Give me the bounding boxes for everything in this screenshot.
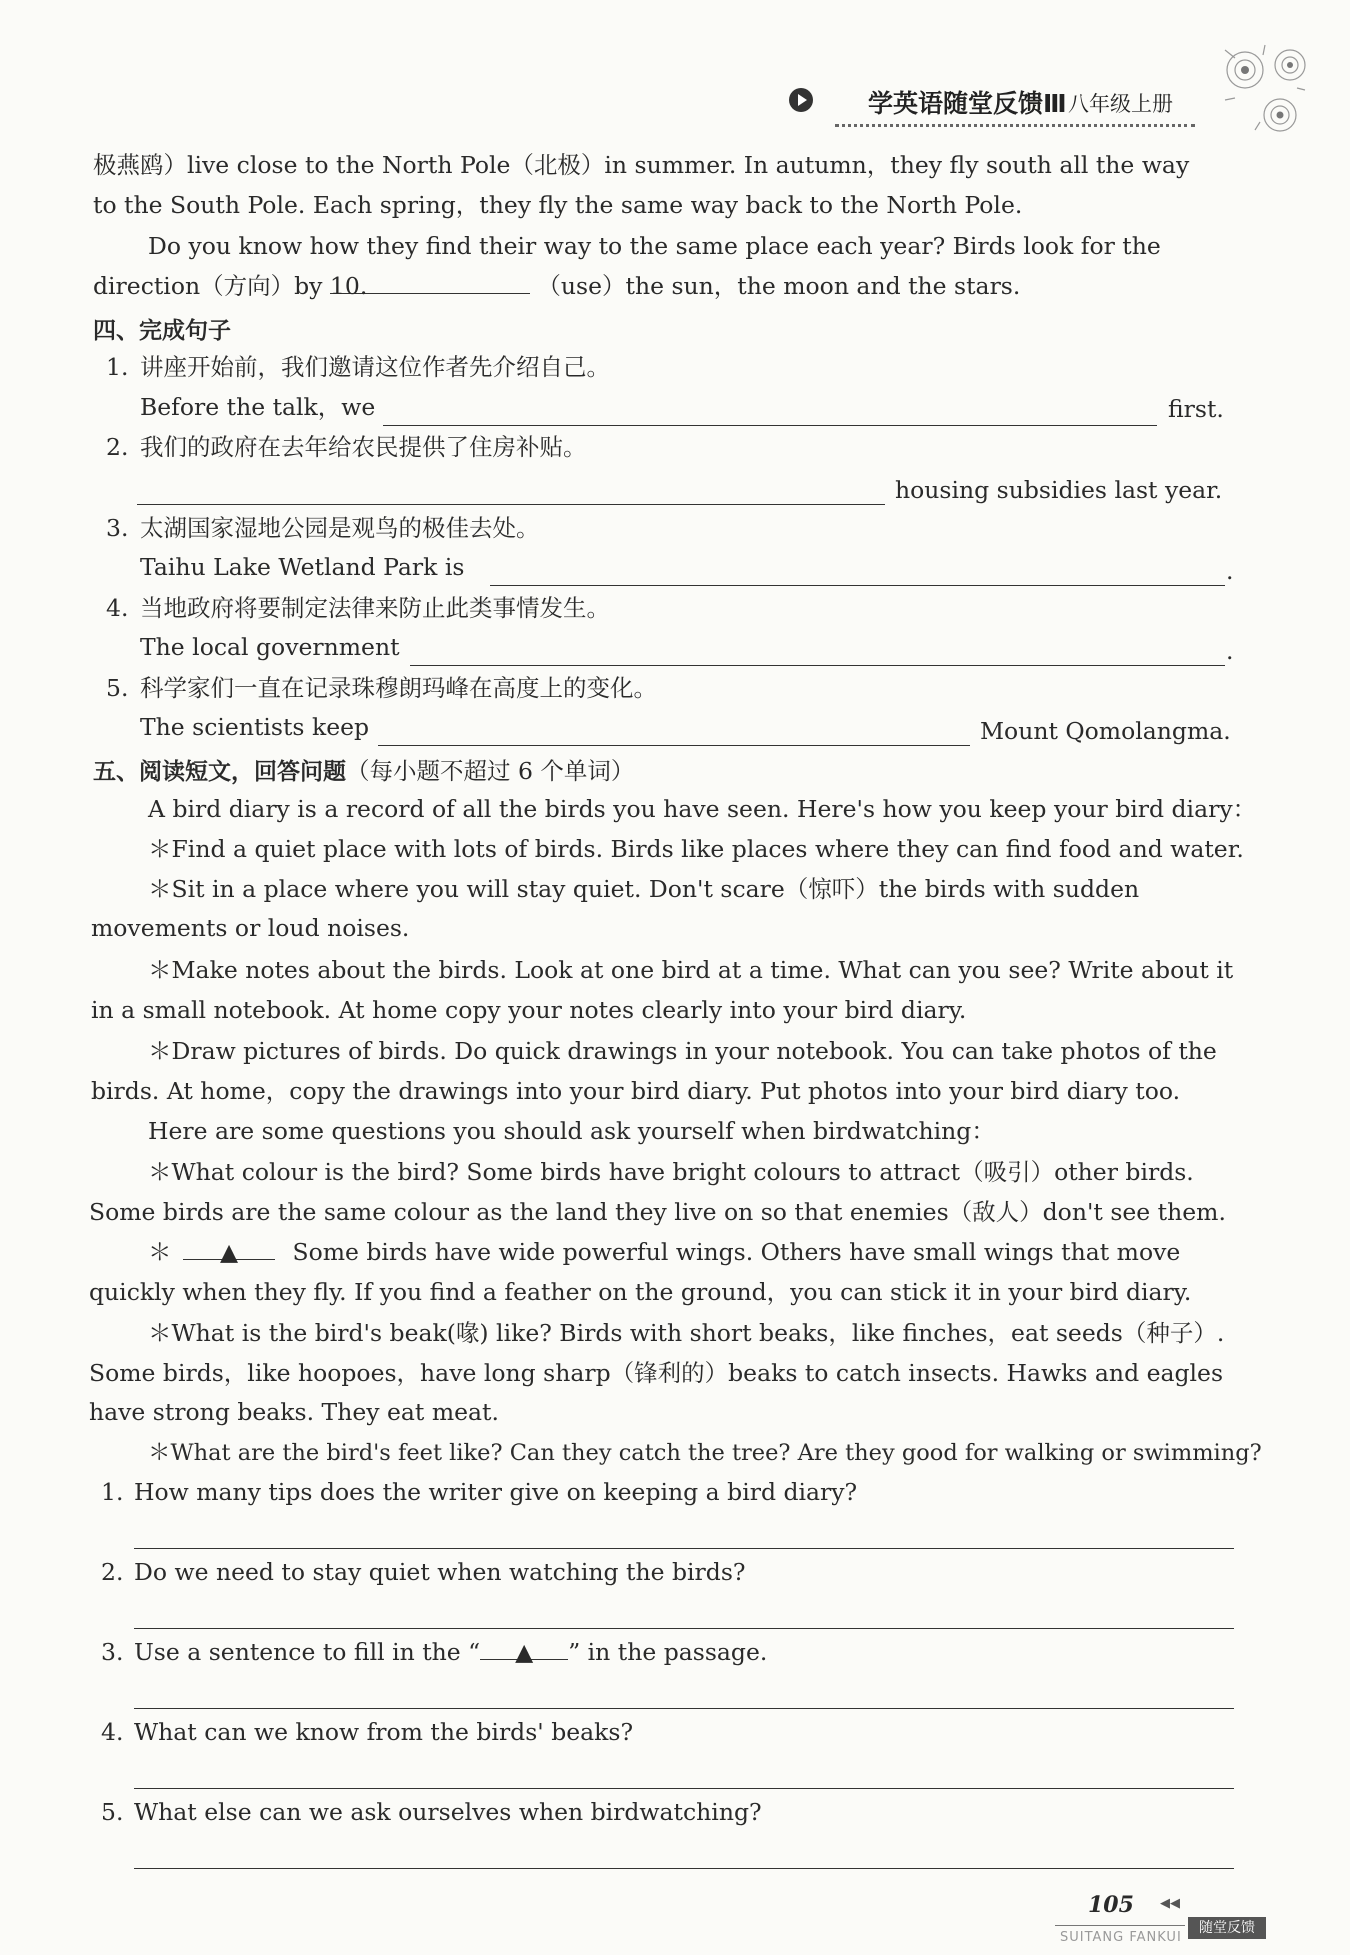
- play-icon: [789, 88, 813, 112]
- triangle-blank: [480, 1637, 568, 1666]
- passage-line: ＊Draw pictures of birds. Do quick drawings in your notebook. You can take photos of the: [148, 1037, 1217, 1065]
- book-title: 学英语随堂反馈Ⅲ: [868, 89, 1067, 118]
- answer-line[interactable]: [134, 1548, 1234, 1549]
- passage-text: ＊: [148, 1238, 172, 1266]
- passage-line: in a small notebook. At home copy your notes clearly into your bird diary.: [91, 996, 967, 1024]
- item-chinese: 科学家们一直在记录珠穆朗玛峰在高度上的变化。: [140, 674, 657, 702]
- passage-line: 极燕鸥）live close to the North Pole（北极）in summer. In autumn，they fly south all the way: [93, 151, 1190, 179]
- footer-divider: [1055, 1925, 1185, 1926]
- item-chinese: 当地政府将要制定法律来防止此类事情发生。: [140, 594, 610, 622]
- item-english: Before the talk，we: [140, 393, 376, 421]
- passage-line: Some birds are the same colour as the land they live on so that enemies（敌人）don't see them.: [89, 1198, 1226, 1226]
- book-grade: 八年级上册: [1068, 92, 1173, 116]
- passage-line: have strong beaks. They eat meat.: [89, 1398, 499, 1426]
- answer-line[interactable]: [410, 665, 1225, 666]
- question-number: 4.: [101, 1718, 124, 1746]
- item-number: 3.: [106, 514, 129, 542]
- passage-line: ＊What is the bird's beak(喙) like? Birds with short beaks，like finches，eat seeds（种子）.: [148, 1319, 1225, 1347]
- passage-line: to the South Pole. Each spring，they fly the same way back to the North Pole.: [93, 191, 1023, 219]
- question-text: How many tips does the writer give on keeping a bird diary?: [134, 1478, 858, 1506]
- blank-10[interactable]: [329, 271, 530, 300]
- passage-line: Here are some questions you should ask yourself when birdwatching：: [148, 1117, 995, 1145]
- question-text: [134, 1637, 767, 1667]
- question-text-part: Use a sentence to fill in the “: [134, 1638, 481, 1666]
- item-english: housing subsidies last year.: [895, 476, 1223, 504]
- passage-line: birds. At home，copy the drawings into your bird diary. Put photos into your bird diary too.: [91, 1077, 1181, 1105]
- question-number: 5.: [101, 1798, 124, 1826]
- passage-line: ＊Sit in a place where you will stay quiet. Don't scare（惊吓）the birds with sudden: [148, 875, 1140, 903]
- answer-line[interactable]: [490, 585, 1225, 586]
- answer-line[interactable]: [134, 1788, 1234, 1789]
- answer-line[interactable]: [137, 504, 885, 505]
- passage-line: ＊What colour is the bird? Some birds have bright colours to attract（吸引）other birds.: [148, 1158, 1194, 1186]
- passage-line: quickly when they fly. If you find a feather on the ground，you can stick it in your bird diary.: [89, 1278, 1192, 1306]
- item-english: Mount Qomolangma.: [980, 717, 1231, 745]
- passage-line: A bird diary is a record of all the birds you have seen. Here's how you keep your bird diary：: [148, 795, 1257, 823]
- item-english: first.: [1168, 395, 1224, 423]
- flower-decoration-icon: [1205, 30, 1325, 150]
- item-english: The scientists keep: [140, 713, 370, 741]
- question-number: 1.: [101, 1478, 124, 1506]
- question-text: Do we need to stay quiet when watching the birds?: [134, 1558, 746, 1586]
- item-english: .: [1226, 637, 1234, 665]
- passage-line: ＊What are the bird's feet like? Can they catch the tree? Are they good for walking or swimming?: [148, 1440, 1262, 1466]
- item-english: The local government: [140, 633, 400, 661]
- passage-line: Do you know how they find their way to the same place each year? Birds look for the: [148, 232, 1161, 260]
- answer-line[interactable]: [134, 1708, 1234, 1709]
- passage-line: ＊Find a quiet place with lots of birds. Birds like places where they can find food and water.: [148, 835, 1244, 863]
- passage-line: [148, 1237, 1180, 1267]
- passage-line: movements or loud noises.: [91, 914, 410, 942]
- page-number: 105: [1088, 1892, 1134, 1918]
- item-number: 5.: [106, 674, 129, 702]
- passage-text: （use）the sun，the moon and the stars.: [537, 272, 1021, 300]
- answer-line[interactable]: [383, 425, 1157, 426]
- answer-line[interactable]: [378, 745, 970, 746]
- passage-line: ＊Make notes about the birds. Look at one bird at a time. What can you see? Write about it: [148, 956, 1234, 984]
- footer-brand: SUITANG FANKUI: [1060, 1930, 1182, 1945]
- double-arrow-icon: ◀◀: [1160, 1896, 1180, 1911]
- passage-line: [93, 271, 1020, 301]
- item-chinese: 讲座开始前，我们邀请这位作者先介绍自己。: [140, 353, 610, 381]
- item-english: Taihu Lake Wetland Park is: [140, 553, 465, 581]
- section-heading-note: （每小题不超过 6 个单词）: [346, 757, 635, 785]
- passage-line: Some birds，like hoopoes，have long sharp（锋利的）beaks to catch insects. Hawks and eagles: [89, 1359, 1224, 1387]
- passage-text: Some birds have wide powerful wings. Others have small wings that move: [292, 1238, 1181, 1266]
- triangle-blank[interactable]: [183, 1237, 275, 1266]
- section-heading: 四、完成句子: [93, 318, 231, 344]
- triangle-icon: ▲: [515, 1638, 534, 1666]
- question-number: 3.: [101, 1638, 124, 1666]
- triangle-icon: ▲: [219, 1238, 239, 1266]
- answer-line[interactable]: [134, 1628, 1234, 1629]
- item-english: .: [1226, 557, 1234, 585]
- question-text: What else can we ask ourselves when birdwatching?: [134, 1798, 762, 1826]
- question-text-part: ” in the passage.: [568, 1638, 768, 1666]
- item-chinese: 太湖国家湿地公园是观鸟的极佳去处。: [140, 514, 540, 542]
- question-number: 2.: [101, 1558, 124, 1586]
- blank-number: 10.: [329, 272, 368, 300]
- footer-tab: 随堂反馈: [1188, 1917, 1266, 1939]
- item-number: 2.: [106, 433, 129, 461]
- passage-text: direction（方向）by: [93, 272, 323, 300]
- item-number: 4.: [106, 594, 129, 622]
- item-chinese: 我们的政府在去年给农民提供了住房补贴。: [140, 433, 587, 461]
- section-heading: [93, 753, 634, 786]
- item-number: 1.: [106, 353, 129, 381]
- section-heading-text: 五、阅读短文，回答问题: [93, 759, 346, 785]
- header-divider: [835, 124, 1195, 127]
- answer-line[interactable]: [134, 1868, 1234, 1869]
- question-text: What can we know from the birds' beaks?: [134, 1718, 634, 1746]
